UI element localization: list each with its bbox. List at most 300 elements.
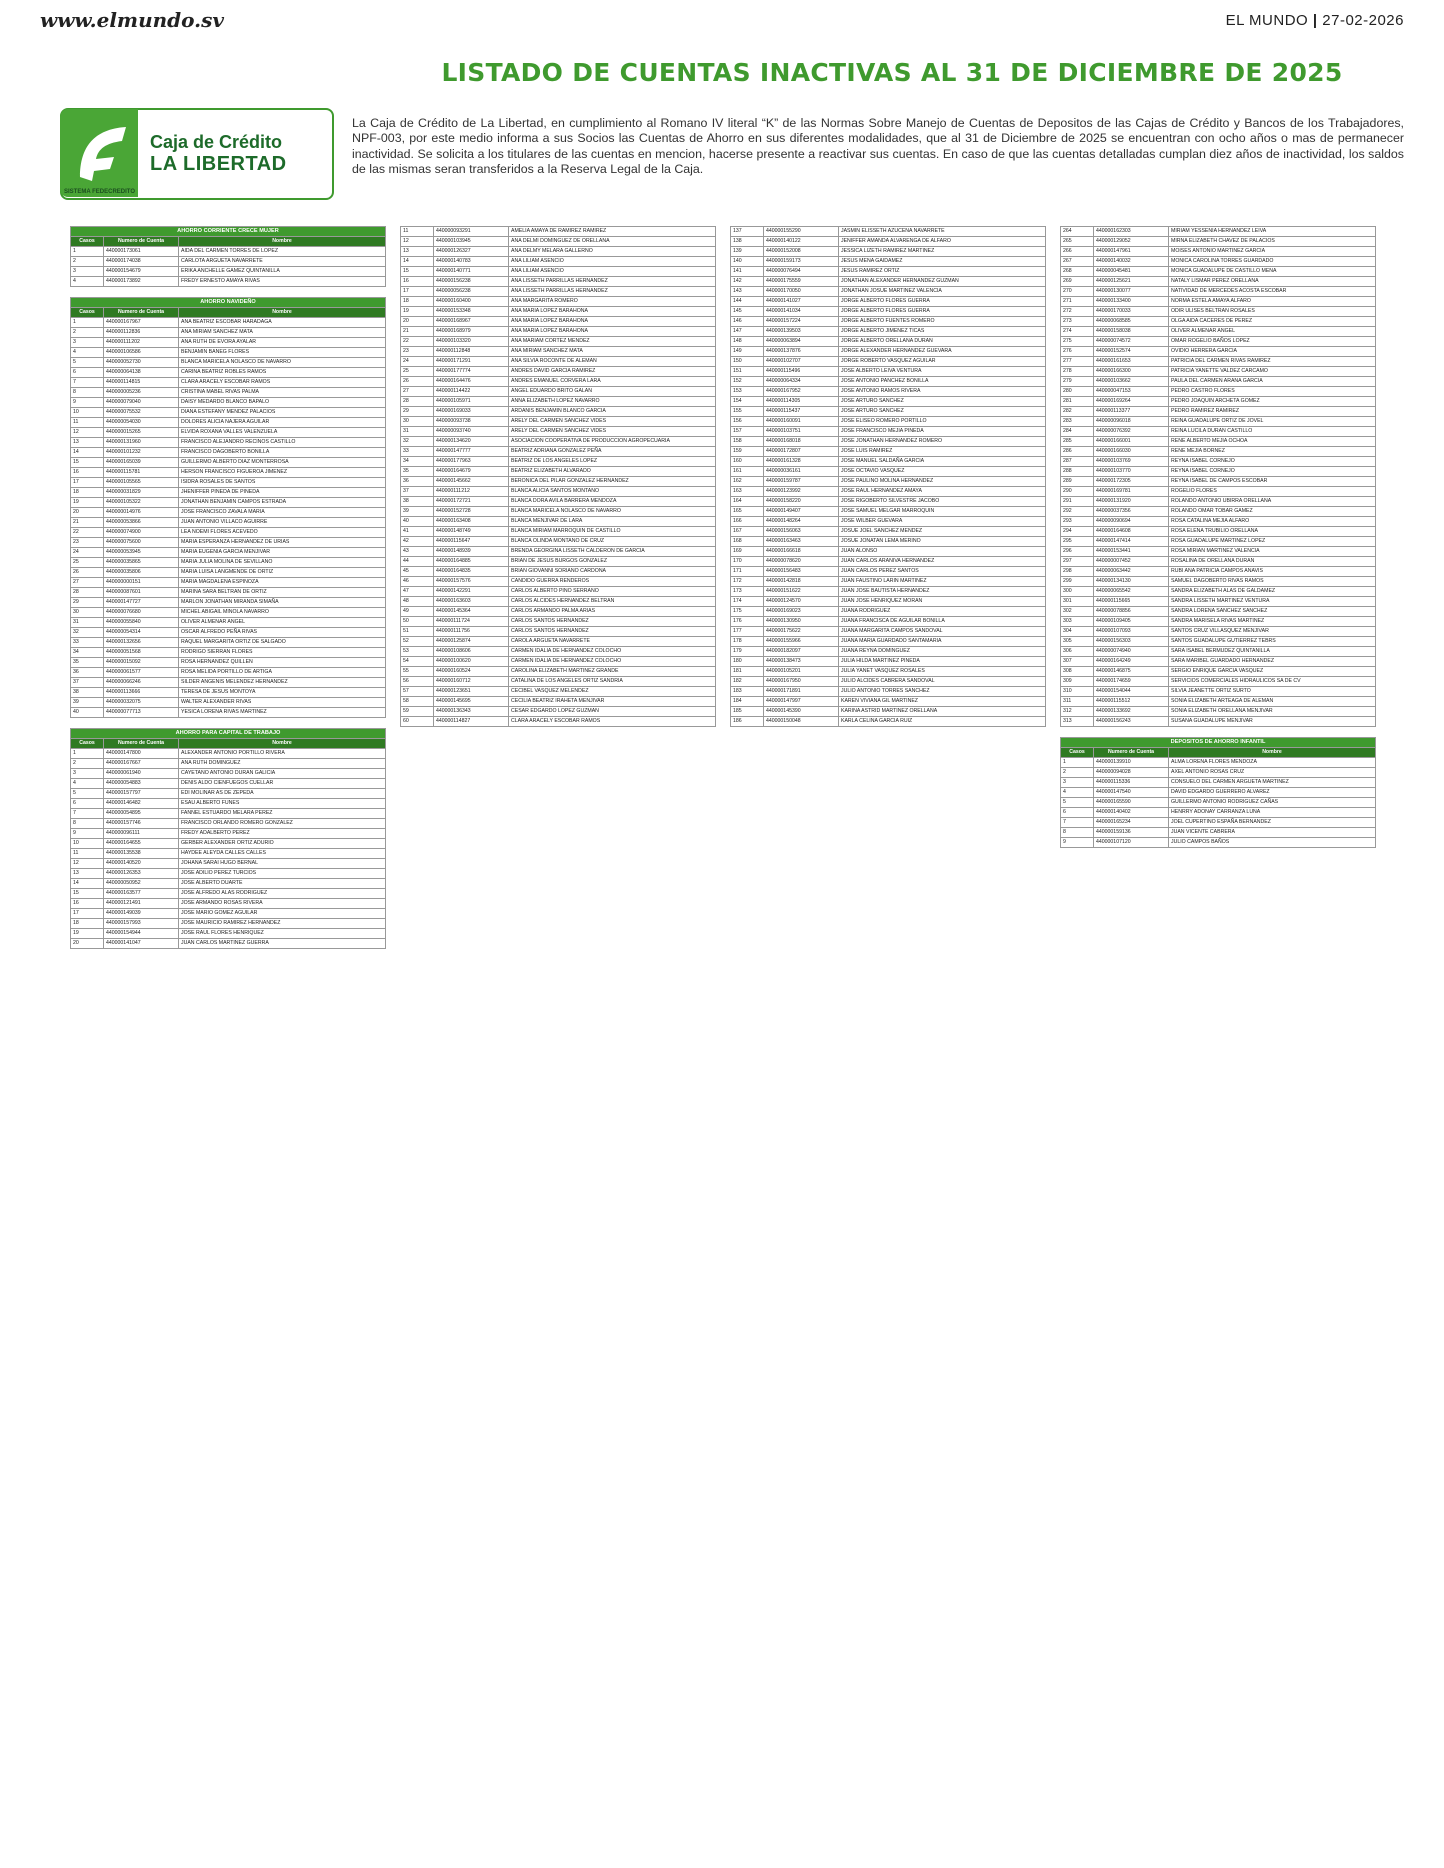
row-caso: 310 <box>1061 687 1094 697</box>
row-caso: 284 <box>1061 427 1094 437</box>
row-nombre: CARLOS SANTOS HERNANDEZ <box>509 617 716 627</box>
row-caso: 22 <box>71 528 104 538</box>
row-cuenta: 440000145364 <box>434 607 509 617</box>
row-cuenta: 440000052730 <box>104 358 179 368</box>
row-caso: 9 <box>1061 838 1094 848</box>
row-nombre: ALMA LORENA FLORES MENDOZA <box>1169 758 1376 768</box>
row-cuenta: 440000115665 <box>1094 597 1169 607</box>
row-nombre: FRANCISCO ORLANDO ROMERO GONZALEZ <box>179 819 386 829</box>
table-row <box>731 577 1046 587</box>
row-caso: 297 <box>1061 557 1094 567</box>
row-nombre: JUAN JOSE BAUTISTA HERNANDEZ <box>839 587 1046 597</box>
row-cuenta: 440000076494 <box>764 267 839 277</box>
row-nombre: CECIBEL VASQUEZ MELENDEZ <box>509 687 716 697</box>
row-nombre: ANA BEATRIZ ESCOBAR HARADAGA <box>179 318 386 328</box>
row-caso: 161 <box>731 467 764 477</box>
row-cuenta: 440000093738 <box>434 417 509 427</box>
row-cuenta: 440000134130 <box>1094 577 1169 587</box>
row-nombre: JORGE ALBERTO FLORES GUERRA <box>839 297 1046 307</box>
row-cuenta: 440000032075 <box>104 698 179 708</box>
row-nombre: SARA ISABEL BERMUDEZ QUINTANILLA <box>1169 647 1376 657</box>
row-caso: 34 <box>401 457 434 467</box>
row-cuenta: 440000161653 <box>1094 357 1169 367</box>
row-caso: 51 <box>401 627 434 637</box>
row-caso: 167 <box>731 527 764 537</box>
row-caso: 9 <box>71 398 104 408</box>
row-caso: 10 <box>71 839 104 849</box>
row-caso: 59 <box>401 707 434 717</box>
row-nombre: ANA LISSETH PARRILLAS HERNANDEZ <box>509 287 716 297</box>
table-row <box>1061 527 1376 537</box>
table-row <box>71 839 386 849</box>
table-row <box>401 687 716 697</box>
table-row <box>731 337 1046 347</box>
row-cuenta: 440000063442 <box>1094 567 1169 577</box>
row-nombre: ROSA ELENA TRUBILIO ORELLANA <box>1169 527 1376 537</box>
table-row <box>1061 497 1376 507</box>
table-row <box>401 357 716 367</box>
row-caso: 44 <box>401 557 434 567</box>
row-nombre: SAMUEL DAGOBERTO RIVAS RAMOS <box>1169 577 1376 587</box>
row-cuenta: 440000054314 <box>104 628 179 638</box>
row-caso: 19 <box>71 929 104 939</box>
table-row <box>71 628 386 638</box>
row-cuenta: 440000115437 <box>764 407 839 417</box>
table-row <box>731 437 1046 447</box>
row-cuenta: 440000131960 <box>104 438 179 448</box>
row-caso: 304 <box>1061 627 1094 637</box>
row-nombre: PATRICIA DEL CARMEN RIVAS RAMIREZ <box>1169 357 1376 367</box>
row-caso: 169 <box>731 547 764 557</box>
row-nombre: ROSA HERNANDEZ QUILLEN <box>179 658 386 668</box>
row-nombre: ROGELIO FLORES <box>1169 487 1376 497</box>
table-row <box>401 377 716 387</box>
table-row <box>401 587 716 597</box>
table-row <box>1061 768 1376 778</box>
row-caso: 281 <box>1061 397 1094 407</box>
table-row <box>401 527 716 537</box>
row-caso: 39 <box>71 698 104 708</box>
row-cuenta: 440000177774 <box>434 367 509 377</box>
row-nombre: KARINA ASTRID MARTINEZ ORELLANA <box>839 707 1046 717</box>
row-cuenta: 440000147997 <box>764 697 839 707</box>
row-cuenta: 440000151622 <box>764 587 839 597</box>
row-cuenta: 440000163408 <box>434 517 509 527</box>
row-nombre: NATIVIDAD DE MERCEDES ACOSTA ESCOBAR <box>1169 287 1376 297</box>
row-caso: 6 <box>71 368 104 378</box>
row-nombre: PAULA DEL CARMEN ARANA GARCIA <box>1169 377 1376 387</box>
row-cuenta: 440000055840 <box>104 618 179 628</box>
row-nombre: BLANCA ALICIA SANTOS MONTANO <box>509 487 716 497</box>
row-nombre: FREDY ERNESTO AMAYA RIVAS <box>179 277 386 287</box>
row-nombre: JOSE ADILIO PEREZ TURCIOS <box>179 869 386 879</box>
row-caso: 287 <box>1061 457 1094 467</box>
row-caso: 8 <box>71 819 104 829</box>
row-caso: 16 <box>401 277 434 287</box>
table-row <box>71 919 386 929</box>
row-caso: 20 <box>71 508 104 518</box>
row-cuenta: 440000158220 <box>764 497 839 507</box>
row-cuenta: 440000036161 <box>764 467 839 477</box>
row-nombre: FRANCISCO ALEJANDRO RECINOS CASTILLO <box>179 438 386 448</box>
table-row <box>401 697 716 707</box>
table-row <box>71 398 386 408</box>
row-cuenta: 440000096111 <box>104 829 179 839</box>
table-row <box>1061 377 1376 387</box>
row-cuenta: 440000061940 <box>104 769 179 779</box>
section-header-row <box>71 237 386 247</box>
row-caso: 141 <box>731 267 764 277</box>
table-row <box>731 717 1046 727</box>
site-url: www.elmundo.sv <box>40 8 224 32</box>
row-cuenta: 440000166001 <box>1094 437 1169 447</box>
table-row <box>71 638 386 648</box>
row-cuenta: 440000103770 <box>1094 467 1169 477</box>
row-cuenta: 440000139910 <box>1094 758 1169 768</box>
row-nombre: ROSALINA DE ORELLANA DURAN <box>1169 557 1376 567</box>
row-cuenta: 440000107093 <box>1094 627 1169 637</box>
row-nombre: JOSE ALBERTO DUARTE <box>179 879 386 889</box>
table-row <box>731 527 1046 537</box>
row-cuenta: 440000131920 <box>1094 497 1169 507</box>
row-nombre: PEDRO CASTRO FLORES <box>1169 387 1376 397</box>
row-caso: 305 <box>1061 637 1094 647</box>
row-nombre: JUAN JOSE HENRIQUEZ MORAN <box>839 597 1046 607</box>
row-caso: 142 <box>731 277 764 287</box>
row-nombre: BEATRIZ ELIZABETH ALVARADO <box>509 467 716 477</box>
table-row <box>401 257 716 267</box>
header-cuenta: Numero de Cuenta <box>1094 748 1169 758</box>
table-row <box>401 387 716 397</box>
row-caso: 12 <box>71 428 104 438</box>
row-nombre: CONSUELO DEL CARMEN ARGUETA MARTINEZ <box>1169 778 1376 788</box>
table-row <box>731 657 1046 667</box>
row-caso: 185 <box>731 707 764 717</box>
row-cuenta: 440000154679 <box>104 267 179 277</box>
row-nombre: CANDIDO GUERRA RENDEROS <box>509 577 716 587</box>
table-row <box>71 388 386 398</box>
table-row <box>1061 667 1376 677</box>
row-nombre: SANDRA ELIZABETH ALAS DE GALDAMEZ <box>1169 587 1376 597</box>
row-cuenta: 440000148939 <box>434 547 509 557</box>
row-cuenta: 440000147727 <box>104 598 179 608</box>
table-row <box>1061 257 1376 267</box>
row-nombre: DIANA ESTEFANY MENDEZ PALACIOS <box>179 408 386 418</box>
accounts-table <box>1060 226 1376 848</box>
header-casos: Casos <box>71 237 104 247</box>
row-cuenta: 440000103662 <box>1094 377 1169 387</box>
row-caso: 41 <box>401 527 434 537</box>
header-casos: Casos <box>71 739 104 749</box>
row-caso: 154 <box>731 397 764 407</box>
row-caso: 137 <box>731 227 764 237</box>
row-cuenta: 440000169781 <box>1094 487 1169 497</box>
row-nombre: ANA MARIA LOPEZ BARAHONA <box>509 317 716 327</box>
row-cuenta: 440000158038 <box>1094 327 1169 337</box>
row-nombre: JHENIFFER PINEDA DE PINEDA <box>179 488 386 498</box>
row-caso: 11 <box>71 418 104 428</box>
row-cuenta: 440000161328 <box>764 457 839 467</box>
row-cuenta: 440000163577 <box>104 889 179 899</box>
row-nombre: JOSE JONATHAN HERNANDEZ ROMERO <box>839 437 1046 447</box>
table-row <box>401 407 716 417</box>
table-row <box>401 657 716 667</box>
row-caso: 140 <box>731 257 764 267</box>
row-caso: 30 <box>401 417 434 427</box>
row-nombre: CARLOS ALCIDES HERNANDEZ BELTRAN <box>509 597 716 607</box>
row-caso: 306 <box>1061 647 1094 657</box>
row-cuenta: 440000140771 <box>434 267 509 277</box>
row-cuenta: 440000124570 <box>764 597 839 607</box>
row-caso: 298 <box>1061 567 1094 577</box>
row-nombre: BERONICA DEL PILAR GONZALEZ HERNANDEZ <box>509 477 716 487</box>
row-nombre: JOSE RIGOBERTO SILVESTRE JACOBO <box>839 497 1046 507</box>
row-caso: 309 <box>1061 677 1094 687</box>
row-nombre: CESAR EDGARDO LOPEZ GUZMAN <box>509 707 716 717</box>
row-nombre: ISIDRA ROSALES DE SANTOS <box>179 478 386 488</box>
table-row <box>731 567 1046 577</box>
row-nombre: NATALY LISMAR PEREZ ORELLANA <box>1169 277 1376 287</box>
row-cuenta: 440000147800 <box>104 749 179 759</box>
row-cuenta: 440000065542 <box>1094 587 1169 597</box>
row-cuenta: 440000064138 <box>104 368 179 378</box>
logo-line-2: LA LIBERTAD <box>150 152 287 175</box>
row-cuenta: 440000165590 <box>1094 798 1169 808</box>
row-nombre: BENJAMIN BANEG FLORES <box>179 348 386 358</box>
table-row <box>401 467 716 477</box>
table-row <box>401 477 716 487</box>
row-cuenta: 440000112848 <box>434 347 509 357</box>
row-caso: 24 <box>401 357 434 367</box>
table-row <box>71 859 386 869</box>
row-nombre: JOSE MANUEL SALDAÑA GARCIA <box>839 457 1046 467</box>
table-row <box>1061 677 1376 687</box>
row-caso: 2 <box>71 328 104 338</box>
row-caso: 37 <box>401 487 434 497</box>
table-row <box>1061 437 1376 447</box>
accounts-table <box>400 226 716 727</box>
row-nombre: OLIVER ALMENAR ANGEL <box>179 618 386 628</box>
row-caso: 18 <box>71 919 104 929</box>
row-caso: 150 <box>731 357 764 367</box>
table-row <box>731 297 1046 307</box>
section-spacer <box>1061 727 1376 738</box>
row-nombre: ANA LILIAM ASENCIO <box>509 267 716 277</box>
row-caso: 25 <box>71 558 104 568</box>
table-row <box>731 477 1046 487</box>
row-cuenta: 440000159173 <box>764 257 839 267</box>
row-caso: 282 <box>1061 407 1094 417</box>
row-nombre: SONIA ELIZABETH ORELLANA MENJIVAR <box>1169 707 1376 717</box>
row-caso: 17 <box>71 478 104 488</box>
table-row <box>71 328 386 338</box>
table-row <box>71 869 386 879</box>
row-caso: 21 <box>71 518 104 528</box>
row-caso: 10 <box>71 408 104 418</box>
row-caso: 164 <box>731 497 764 507</box>
row-caso: 301 <box>1061 597 1094 607</box>
row-nombre: ANA RUTH DOMINGUEZ <box>179 759 386 769</box>
row-caso: 313 <box>1061 717 1094 727</box>
section-title: DEPOSITOS DE AHORRO INFANTIL <box>1061 738 1376 748</box>
row-caso: 148 <box>731 337 764 347</box>
table-row <box>731 237 1046 247</box>
row-cuenta: 440000170050 <box>764 287 839 297</box>
row-caso: 274 <box>1061 327 1094 337</box>
row-caso: 24 <box>71 548 104 558</box>
table-row <box>731 537 1046 547</box>
table-row <box>1061 237 1376 247</box>
row-nombre: OSCAR ALFREDO PEÑA RIVAS <box>179 628 386 638</box>
row-nombre: BRIAN GIOVANNI SORIANO CARDONA <box>509 567 716 577</box>
row-caso: 38 <box>401 497 434 507</box>
table-row <box>1061 447 1376 457</box>
table-row <box>71 458 386 468</box>
row-caso: 268 <box>1061 267 1094 277</box>
row-caso: 13 <box>401 247 434 257</box>
row-cuenta: 440000174659 <box>1094 677 1169 687</box>
table-row <box>1061 517 1376 527</box>
row-nombre: JORGE ROBERTO VASQUEZ AGUILAR <box>839 357 1046 367</box>
table-row <box>1061 758 1376 768</box>
row-nombre: JOSUE JONATAN LEMA MERINO <box>839 537 1046 547</box>
table-row <box>1061 647 1376 657</box>
row-cuenta: 440000123651 <box>434 687 509 697</box>
table-row <box>401 297 716 307</box>
table-row <box>71 468 386 478</box>
table-row <box>71 618 386 628</box>
row-cuenta: 440000093291 <box>434 227 509 237</box>
row-caso: 14 <box>71 879 104 889</box>
table-row <box>731 667 1046 677</box>
row-cuenta: 440000147540 <box>1094 788 1169 798</box>
row-cuenta: 440000108606 <box>434 647 509 657</box>
row-cuenta: 440000149039 <box>104 909 179 919</box>
row-cuenta: 440000142291 <box>434 587 509 597</box>
table-row <box>731 257 1046 267</box>
table-row <box>71 428 386 438</box>
table-row <box>731 227 1046 237</box>
row-nombre: SUSANA GUADALUPE MENJIVAR <box>1169 717 1376 727</box>
publication-date: 27-02-2026 <box>1322 11 1404 29</box>
row-caso: 272 <box>1061 307 1094 317</box>
table-row <box>731 457 1046 467</box>
table-row <box>1061 327 1376 337</box>
table-row <box>401 547 716 557</box>
row-cuenta: 440000079040 <box>104 398 179 408</box>
table-row <box>71 338 386 348</box>
row-cuenta: 440000136343 <box>434 707 509 717</box>
row-nombre: ROSA CATALINA MEJIA ALFARO <box>1169 517 1376 527</box>
row-caso: 36 <box>71 668 104 678</box>
row-cuenta: 440000076680 <box>104 608 179 618</box>
row-caso: 156 <box>731 417 764 427</box>
section-title: AHORRO CORRIENTE CRECE MUJER <box>71 227 386 237</box>
row-cuenta: 440000154044 <box>1094 687 1169 697</box>
row-nombre: MIRIAM YESSENIA HERNANDEZ LEIVA <box>1169 227 1376 237</box>
accounts-column-1 <box>70 226 386 949</box>
row-cuenta: 440000152728 <box>434 507 509 517</box>
table-row <box>71 558 386 568</box>
row-cuenta: 440000075532 <box>104 408 179 418</box>
row-cuenta: 440000148749 <box>434 527 509 537</box>
row-nombre: RAQUEL MARGARITA ORTIZ DE SALGADO <box>179 638 386 648</box>
row-caso: 5 <box>71 789 104 799</box>
row-nombre: ANDRES DAVID GARCIA RAMIREZ <box>509 367 716 377</box>
row-nombre: GERBER ALEXANDER ORTIZ ADURIO <box>179 839 386 849</box>
row-cuenta: 440000160091 <box>764 417 839 427</box>
row-caso: 38 <box>71 688 104 698</box>
table-row <box>1061 567 1376 577</box>
row-cuenta: 440000114827 <box>434 717 509 727</box>
table-row <box>1061 337 1376 347</box>
row-nombre: ANA RUTH DE EVORA AYALAR <box>179 338 386 348</box>
header-nombre: Nombre <box>1169 748 1376 758</box>
row-caso: 186 <box>731 717 764 727</box>
row-cuenta: 440000145390 <box>764 707 839 717</box>
table-row <box>731 377 1046 387</box>
row-caso: 18 <box>71 488 104 498</box>
logo-line-1: Caja de Crédito <box>150 132 283 153</box>
header-casos: Casos <box>71 308 104 318</box>
row-nombre: JONATHAN JOSUE MARTINEZ VALENCIA <box>839 287 1046 297</box>
row-nombre: CATALINA DE LOS ANGELES ORTIZ SANDRIA <box>509 677 716 687</box>
row-nombre: JONATHAN ALEXANDER HERNANDEZ GUZMAN <box>839 277 1046 287</box>
row-nombre: JULIA YANET VASQUEZ ROSALES <box>839 667 1046 677</box>
row-cuenta: 440000103751 <box>764 427 839 437</box>
row-cuenta: 440000167667 <box>104 759 179 769</box>
row-cuenta: 440000096018 <box>1094 417 1169 427</box>
row-cuenta: 440000157224 <box>764 317 839 327</box>
row-caso: 177 <box>731 627 764 637</box>
table-row <box>71 348 386 358</box>
table-row <box>1061 557 1376 567</box>
row-caso: 139 <box>731 247 764 257</box>
row-caso: 1 <box>71 247 104 257</box>
table-row <box>401 307 716 317</box>
table-row <box>401 537 716 547</box>
row-cuenta: 440000111212 <box>434 487 509 497</box>
row-cuenta: 440000177963 <box>434 457 509 467</box>
row-nombre: OLGA AIDA CACERES DE PEREZ <box>1169 317 1376 327</box>
row-cuenta: 440000173892 <box>104 277 179 287</box>
row-cuenta: 440000064334 <box>764 377 839 387</box>
table-row <box>71 277 386 287</box>
row-cuenta: 440000140402 <box>1094 808 1169 818</box>
table-row <box>71 448 386 458</box>
table-row <box>401 517 716 527</box>
row-cuenta: 440000126353 <box>104 869 179 879</box>
row-caso: 14 <box>401 257 434 267</box>
row-cuenta: 440000149407 <box>764 507 839 517</box>
row-nombre: RENE MEJIA BORNEZ <box>1169 447 1376 457</box>
table-row <box>71 829 386 839</box>
row-caso: 13 <box>71 438 104 448</box>
row-nombre: JOSE WILBER GUEVARA <box>839 517 1046 527</box>
row-caso: 276 <box>1061 347 1094 357</box>
table-row <box>401 337 716 347</box>
row-caso: 32 <box>71 628 104 638</box>
row-nombre: ARELY DEL CARMEN SANCHEZ VIDES <box>509 427 716 437</box>
row-caso: 16 <box>71 468 104 478</box>
row-nombre: JORGE ALBERTO JIMENEZ TICAS <box>839 327 1046 337</box>
row-cuenta: 440000105201 <box>764 667 839 677</box>
table-row <box>401 597 716 607</box>
row-cuenta: 440000169033 <box>434 407 509 417</box>
table-row <box>731 267 1046 277</box>
row-caso: 37 <box>71 678 104 688</box>
row-caso: 4 <box>71 277 104 287</box>
